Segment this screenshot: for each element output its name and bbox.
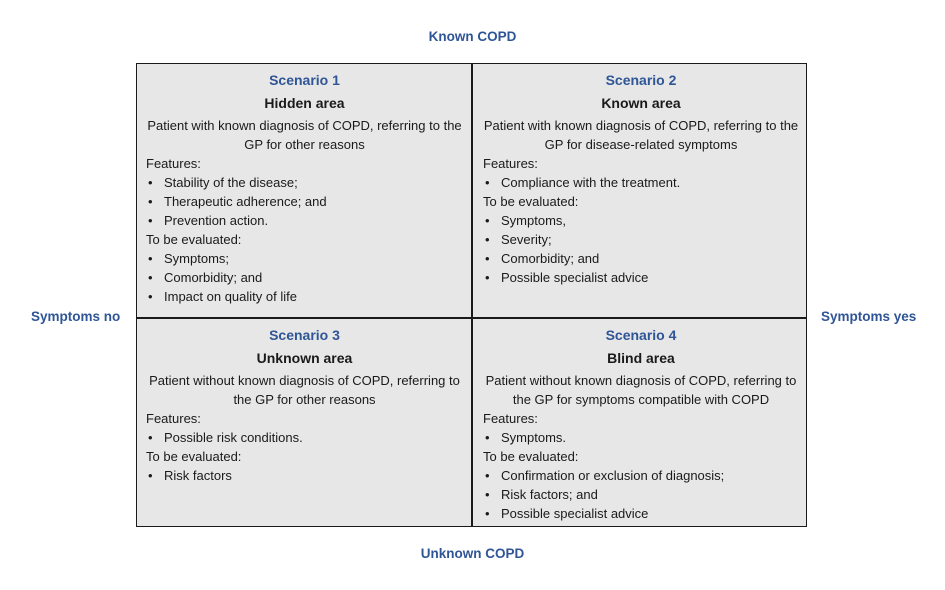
area-title: Hidden area: [264, 95, 345, 111]
evaluated-label: To be evaluated:: [146, 449, 242, 464]
scenario-description: Patient with known diagnosis of COPD, referring to the GP for other reasons: [147, 118, 462, 152]
feature-text: Stability of the disease;: [164, 175, 298, 190]
feature-text: Prevention action.: [164, 213, 269, 228]
feature-item: [146, 211, 463, 230]
scenario-title: Scenario 3: [269, 327, 340, 343]
evaluated-text: Possible specialist advice: [501, 270, 649, 285]
evaluated-text: Possible specialist advice: [501, 506, 649, 521]
quadrant-scenario-3: [137, 319, 471, 527]
feature-text: Compliance with the treatment.: [501, 175, 681, 190]
feature-item: [483, 428, 799, 447]
feature-item: [146, 173, 463, 192]
scenario-description: Patient without known diagnosis of COPD, referring to the GP for other reasons: [149, 373, 460, 407]
feature-item: [146, 192, 463, 211]
quadrant-scenario-2: [473, 64, 807, 317]
evaluated-text: Confirmation or exclusion of diagnosis;: [501, 468, 725, 483]
evaluated-text: Symptoms;: [164, 251, 230, 266]
quadrant-scenario-4: [473, 319, 807, 527]
bullet-icon: •: [485, 430, 490, 445]
feature-item: [483, 173, 799, 192]
bullet-icon: •: [148, 430, 153, 445]
evaluated-text: Comorbidity; and: [164, 270, 263, 285]
evaluated-text: Symptoms,: [501, 213, 567, 228]
evaluated-text: Risk factors: [164, 468, 232, 483]
feature-text: Therapeutic adherence; and: [164, 194, 327, 209]
bullet-icon: •: [485, 232, 490, 247]
features-label: Features:: [146, 411, 201, 426]
evaluated-item: [146, 268, 463, 287]
evaluated-item: [146, 287, 463, 306]
evaluated-label: To be evaluated:: [483, 449, 579, 464]
evaluated-item: [483, 466, 799, 485]
evaluated-text: Comorbidity; and: [501, 251, 600, 266]
evaluated-item: [483, 249, 799, 268]
area-title: Known area: [601, 95, 681, 111]
features-label: Features:: [146, 156, 201, 171]
scenario-title: Scenario 4: [605, 327, 677, 343]
evaluated-item: [483, 504, 799, 523]
bullet-icon: •: [148, 289, 153, 304]
bullet-icon: •: [485, 175, 490, 190]
bullet-icon: •: [148, 270, 153, 285]
evaluated-item: [146, 249, 463, 268]
scenario-matrix: [136, 63, 807, 527]
evaluated-label: To be evaluated:: [146, 232, 242, 247]
features-label: Features:: [483, 156, 538, 171]
axis-label-symptoms-yes: Symptoms yes: [821, 309, 917, 324]
evaluated-item: [483, 485, 799, 504]
evaluated-item: [146, 466, 463, 485]
bullet-icon: •: [148, 468, 153, 483]
axis-label-unknown-copd: Unknown COPD: [420, 546, 525, 561]
area-title: Unknown area: [256, 350, 353, 366]
bullet-icon: •: [148, 213, 153, 228]
bullet-icon: •: [485, 487, 490, 502]
evaluated-item: [483, 230, 799, 249]
feature-text: Possible risk conditions.: [164, 430, 303, 445]
scenario-description: Patient without known diagnosis of COPD, referring to the GP for symptoms compatible with COPD: [485, 373, 797, 407]
bullet-icon: •: [485, 251, 490, 266]
scenario-title: Scenario 2: [605, 72, 677, 88]
bullet-icon: •: [148, 175, 153, 190]
bullet-icon: •: [148, 194, 153, 209]
evaluated-text: Risk factors; and: [501, 487, 598, 502]
evaluated-label: To be evaluated:: [483, 194, 579, 209]
features-label: Features:: [483, 411, 538, 426]
axis-label-symptoms-no: Symptoms no: [31, 309, 121, 324]
bullet-icon: •: [485, 468, 490, 483]
quadrant-scenario-1: [137, 64, 471, 317]
scenario-description: Patient with known diagnosis of COPD, referring to the GP for disease-related symptoms: [483, 118, 799, 152]
evaluated-item: [483, 211, 799, 230]
scenario-title: Scenario 1: [269, 72, 340, 88]
evaluated-text: Impact on quality of life: [164, 289, 297, 304]
feature-text: Symptoms.: [501, 430, 567, 445]
evaluated-item: [483, 268, 799, 287]
axis-label-known-copd: Known COPD: [428, 29, 517, 44]
feature-item: [146, 428, 463, 447]
bullet-icon: •: [485, 506, 490, 521]
bullet-icon: •: [485, 213, 490, 228]
area-title: Blind area: [607, 350, 675, 366]
bullet-icon: •: [148, 251, 153, 266]
bullet-icon: •: [485, 270, 490, 285]
evaluated-text: Severity;: [501, 232, 552, 247]
